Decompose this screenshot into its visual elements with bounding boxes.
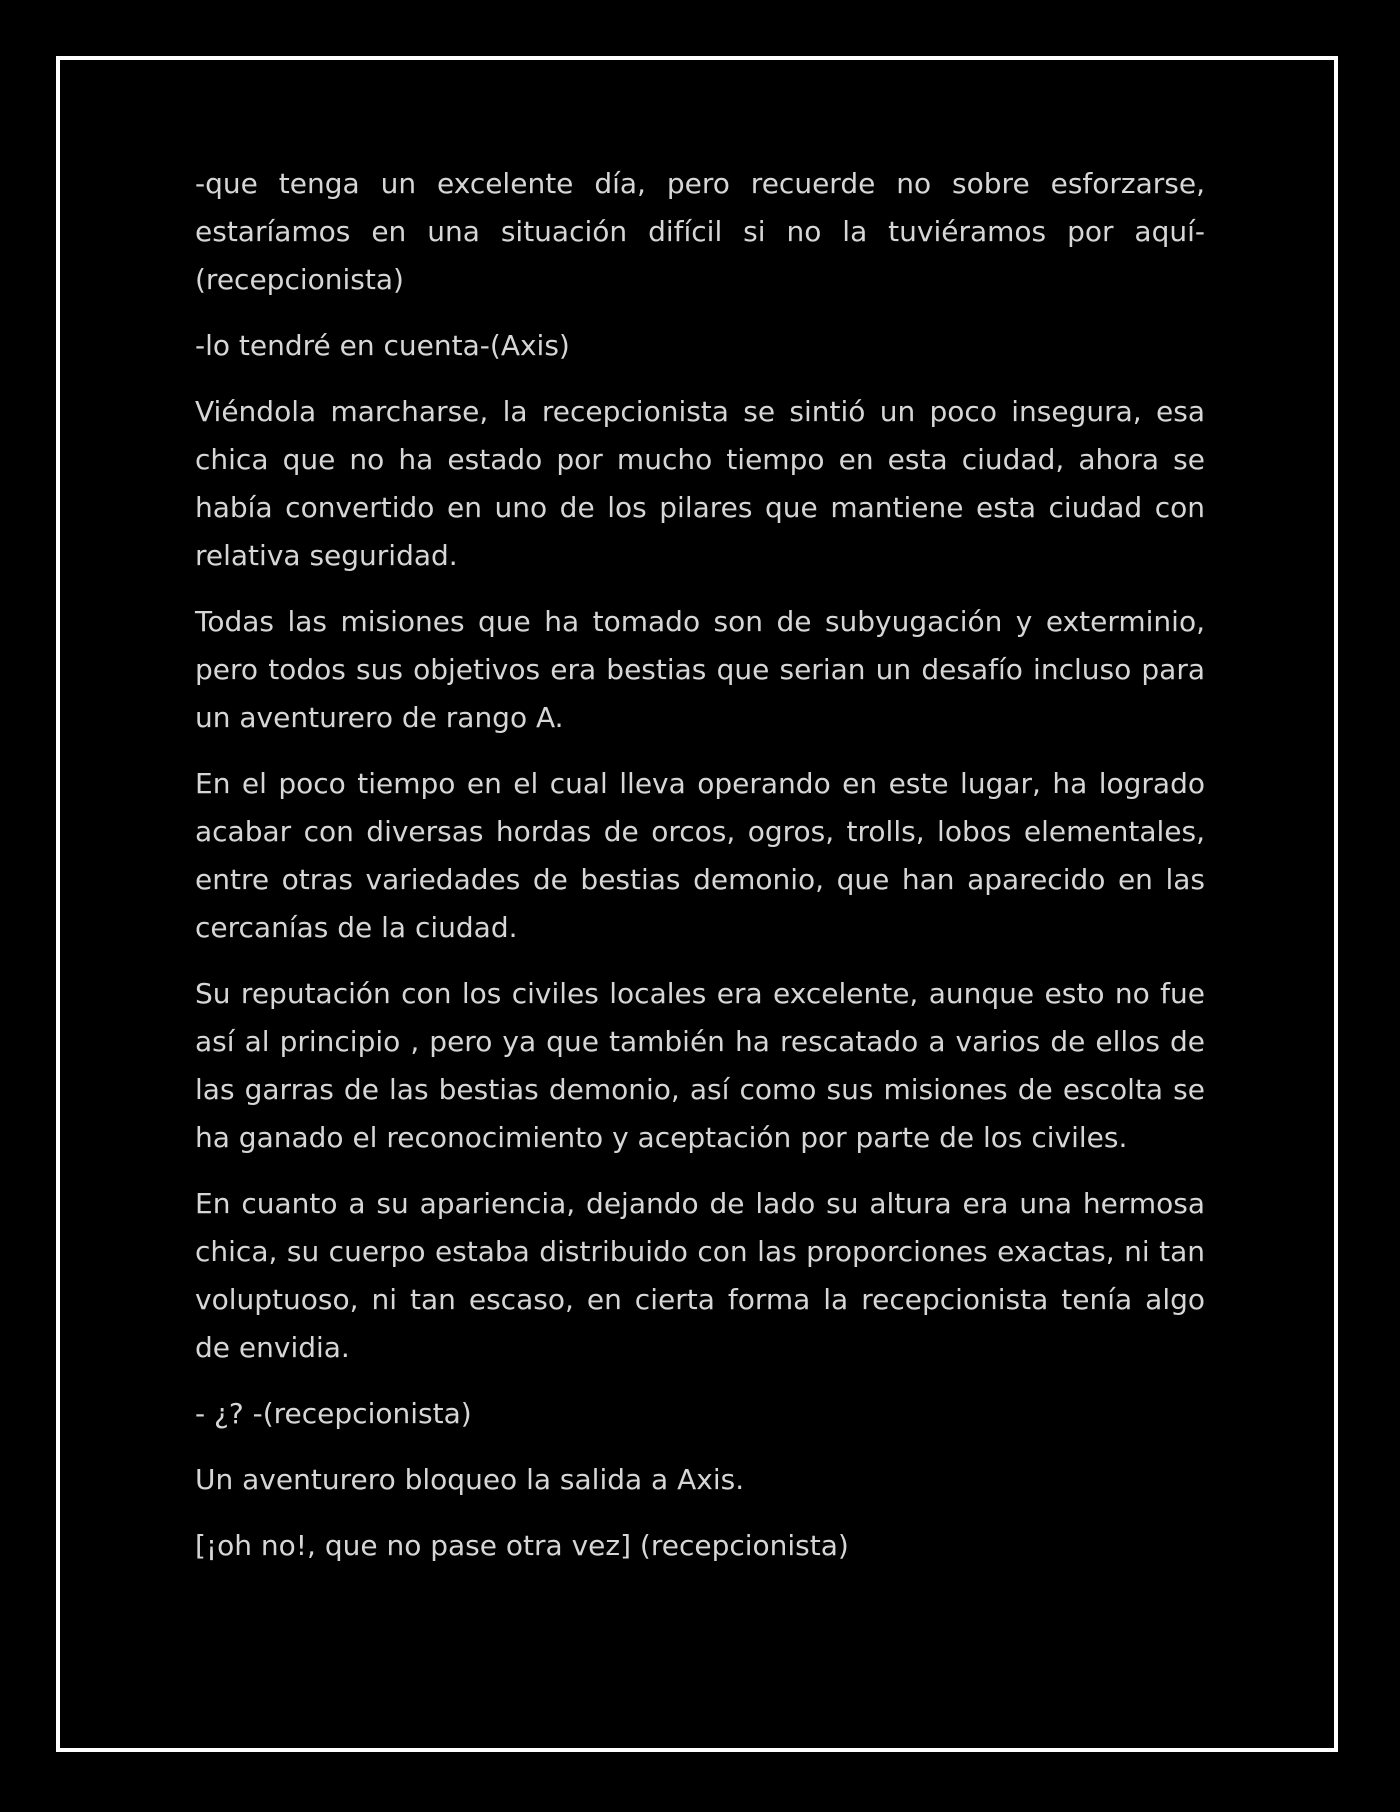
- paragraph-6: Su reputación con los civiles locales era excelente, aunque esto no fue así al principio , pero ya que también ha rescatado a varios de ellos de las garras de las bestias demonio, así como sus misiones de escolta se ha ganado el reconocimiento y aceptación por parte de los civiles.: [195, 977, 1205, 1154]
- paragraph-3: Viéndola marcharse, la recepcionista se sintió un poco insegura, esa chica que no ha estado por mucho tiempo en esta ciudad, ahora se había convertido en uno de los pilares que mantiene esta ciudad con relativa seguridad.: [195, 395, 1205, 572]
- paragraph-9: Un aventurero bloqueo la salida a Axis.: [195, 1463, 745, 1496]
- paragraph-1: -que tenga un excelente día, pero recuerde no sobre esforzarse, estaríamos en una situación difícil si no la tuviéramos por aquí-(recepcionista): [195, 167, 1205, 296]
- paragraph-7: En cuanto a su apariencia, dejando de lado su altura era una hermosa chica, su cuerpo estaba distribuido con las proporciones exactas, ni tan voluptuoso, ni tan escaso, en cierta forma la recepcionista tenía algo de envidia.: [195, 1187, 1205, 1364]
- paragraph-10: [¡oh no!, que no pase otra vez] (recepcionista): [195, 1529, 849, 1562]
- paragraph-8: - ¿? -(recepcionista): [195, 1397, 472, 1430]
- paragraph-4: Todas las misiones que ha tomado son de subyugación y exterminio, pero todos sus objetivos era bestias que serian un desafío incluso para un aventurero de rango A.: [195, 605, 1205, 734]
- paragraph-5: En el poco tiempo en el cual lleva operando en este lugar, ha logrado acabar con diversas hordas de orcos, ogros, trolls, lobos elementales, entre otras variedades de bestias demonio, que han aparecido en las cercanías de la ciudad.: [195, 767, 1205, 944]
- story-text: [195, 160, 1205, 1588]
- paragraph-2: -lo tendré en cuenta-(Axis): [195, 329, 570, 362]
